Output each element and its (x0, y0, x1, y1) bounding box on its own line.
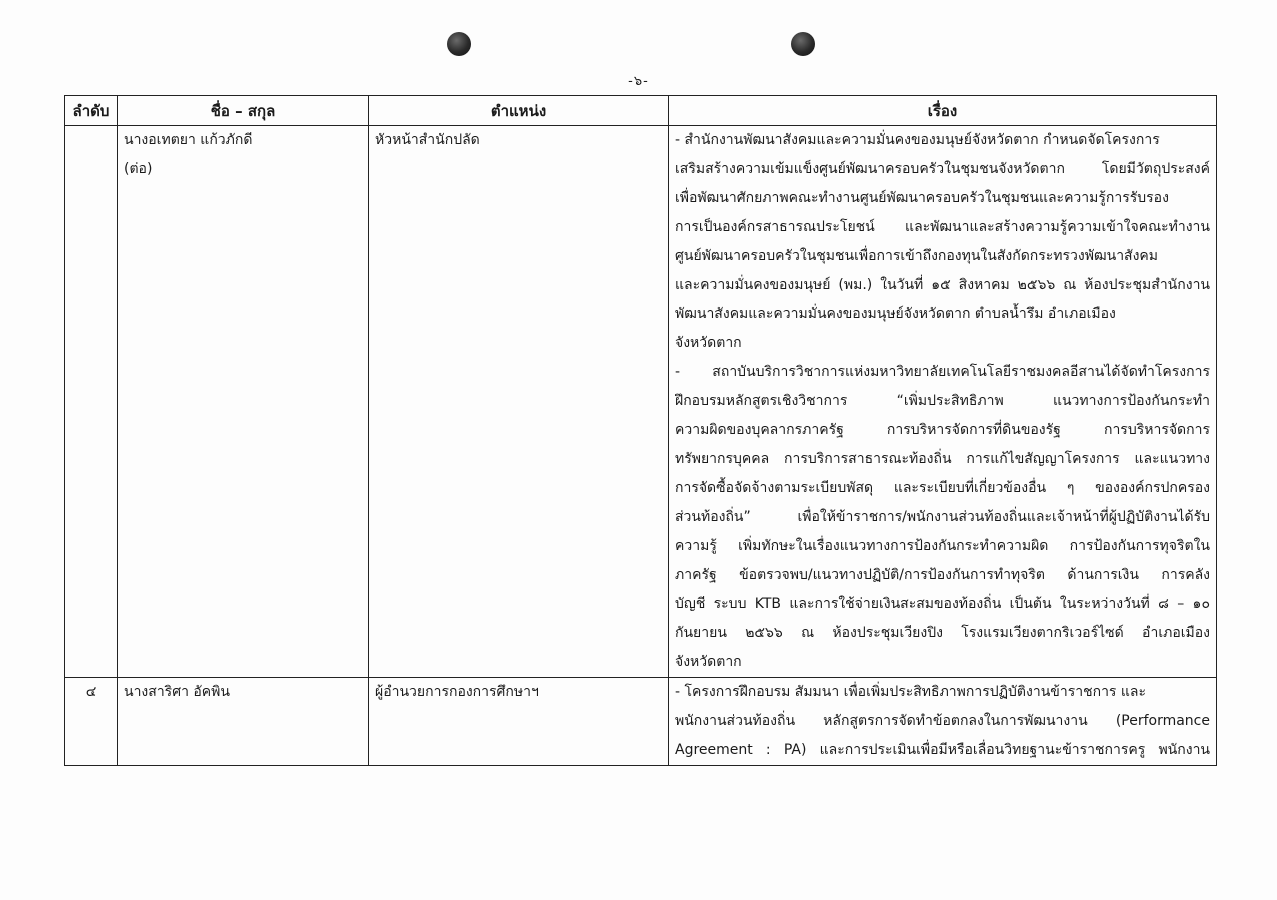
punch-hole-left (447, 32, 471, 56)
subject-line: ส่วนท้องถิ่น” เพื่อให้ข้าราชการ/พนักงานส่วนท้องถิ่นและเจ้าหน้าที่ผู้ปฏิบัติงานได้รับ (675, 509, 1210, 525)
table-row (65, 678, 1217, 766)
table-header-row (65, 96, 1217, 126)
subject-line: จังหวัดตาก (675, 335, 742, 351)
cell-name (118, 126, 369, 678)
subject-line: - โครงการฝึกอบรม สัมมนา เพื่อเพิ่มประสิทธิภาพการปฏิบัติงานข้าราชการ และ (675, 684, 1147, 700)
header-order: ลำดับ (65, 96, 118, 126)
subject-line: การจัดซื้อจัดจ้างตามระเบียบพัสดุ และระเบียบที่เกี่ยวข้องอื่น ๆ ขององค์กรปกครอง (675, 480, 1210, 496)
punch-hole-right (791, 32, 815, 56)
name-line: (ต่อ) (124, 161, 153, 177)
subject-line: ทรัพยากรบุคคล การบริการสาธารณะท้องถิ่น การแก้ไขสัญญาโครงการ และแนวทาง (675, 451, 1210, 467)
subject-line: พัฒนาสังคมและความมั่นคงของมนุษย์จังหวัดตาก ตำบลน้ำรึม อำเภอเมือง (675, 306, 1116, 322)
position-text: หัวหน้าสำนักปลัด (375, 132, 480, 148)
subject-line: บัญชี ระบบ KTB และการใช้จ่ายเงินสะสมของท้องถิ่น เป็นต้น ในระหว่างวันที่ ๘ – ๑๐ (675, 596, 1210, 612)
header-subject: เรื่อง (669, 96, 1217, 126)
cell-position (369, 678, 669, 766)
subject-line: ความรู้ เพิ่มทักษะในเรื่องแนวทางการป้องกันกระทำความผิด การป้องกันการทุจริตใน (675, 538, 1210, 554)
subject-line: พนักงานส่วนท้องถิ่น หลักสูตรการจัดทำข้อตกลงในการพัฒนางาน (Performance (675, 713, 1210, 729)
subject-line: จังหวัดตาก (675, 654, 742, 670)
cell-position (369, 126, 669, 678)
cell-subject (669, 126, 1217, 678)
name-line: นางอเทตยา แก้วภักดี (124, 132, 253, 148)
cell-name (118, 678, 369, 766)
cell-order (65, 126, 118, 678)
subject-line: การเป็นองค์กรสาธารณประโยชน์ และพัฒนาและสร้างความรู้ความเข้าใจคณะทำงาน (675, 219, 1210, 235)
subject-line: และความมั่นคงของมนุษย์ (พม.) ในวันที่ ๑๕ สิงหาคม ๒๕๖๖ ณ ห้องประชุมสำนักงาน (675, 277, 1210, 293)
table-row (65, 126, 1217, 678)
name-line: นางสาริศา อัคพิน (124, 684, 230, 700)
personnel-training-table (64, 95, 1217, 766)
header-name: ชื่อ – สกุล (118, 96, 369, 126)
subject-line: เสริมสร้างความเข้มแข็งศูนย์พัฒนาครอบครัวในชุมชนจังหวัดตาก โดยมีวัตถุประสงค์ (675, 161, 1210, 177)
subject-line: - สถาบันบริการวิชาการแห่งมหาวิทยาลัยเทคโนโลยีราชมงคลอีสานได้จัดทำโครงการ (675, 364, 1210, 380)
subject-line: ฝึกอบรมหลักสูตรเชิงวิชาการ “เพิ่มประสิทธิภาพ แนวทางการป้องกันกระทำ (675, 393, 1210, 409)
position-text: ผู้อำนวยการกองการศึกษาฯ (375, 684, 539, 700)
cell-order (65, 678, 118, 766)
page-number: -๖- (628, 74, 649, 89)
subject-line: ศูนย์พัฒนาครอบครัวในชุมชนเพื่อการเข้าถึงกองทุนในสังกัดกระทรวงพัฒนาสังคม (675, 248, 1159, 264)
subject-line: เพื่อพัฒนาศักยภาพคณะทำงานศูนย์พัฒนาครอบครัวในชุมชนและความรู้การรับรอง (675, 190, 1169, 206)
subject-line: ภาครัฐ ข้อตรวจพบ/แนวทางปฏิบัติ/การป้องกันการทำทุจริต ด้านการเงิน การคลัง (675, 567, 1210, 583)
order-number: ๔ (85, 684, 97, 700)
header-position: ตำแหน่ง (369, 96, 669, 126)
subject-line: Agreement : PA) และการประเมินเพื่อมีหรือเลื่อนวิทยฐานะข้าราชการครู พนักงาน (675, 742, 1210, 758)
cell-subject (669, 678, 1217, 766)
subject-line: กันยายน ๒๕๖๖ ณ ห้องประชุมเวียงปิง โรงแรมเวียงตากริเวอร์ไซด์ อำเภอเมือง (675, 625, 1210, 641)
subject-line: - สำนักงานพัฒนาสังคมและความมั่นคงของมนุษย์จังหวัดตาก กำหนดจัดโครงการ (675, 132, 1160, 148)
subject-line: ความผิดของบุคลากรภาครัฐ การบริหารจัดการที่ดินของรัฐ การบริหารจัดการ (675, 422, 1210, 438)
